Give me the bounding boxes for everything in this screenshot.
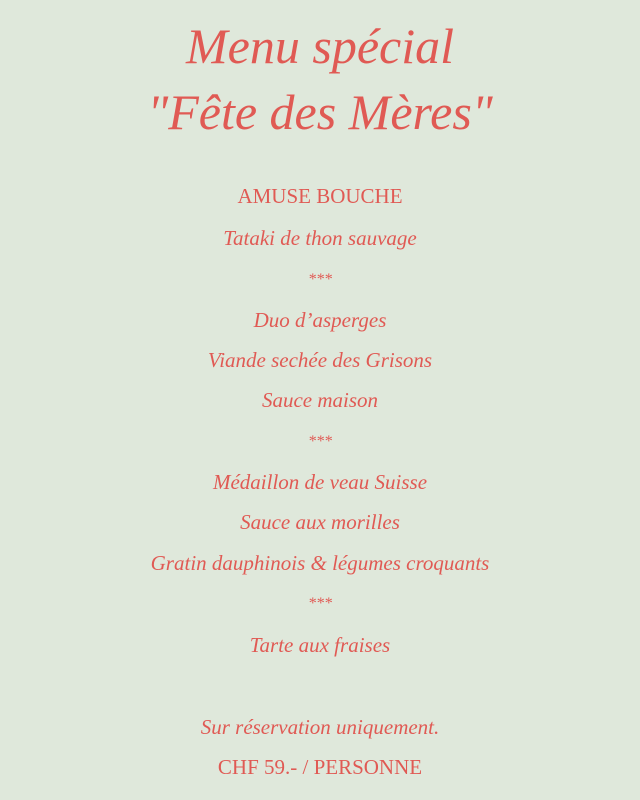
main-item-3: Gratin dauphinois & légumes croquants <box>150 551 490 575</box>
main-item-2: Sauce aux morilles <box>240 510 400 534</box>
price-per-person: CHF 59.- / PERSONNE <box>217 755 423 779</box>
amuse-bouche-heading: AMUSE BOUCHE <box>237 184 403 208</box>
menu-title-line1: Menu spécial <box>186 18 454 74</box>
main-item-1: Médaillon de veau Suisse <box>212 470 428 494</box>
course-separator: *** <box>308 271 332 288</box>
reservation-note: Sur réservation uniquement. <box>200 715 440 739</box>
entree-item-3: Sauce maison <box>261 388 379 412</box>
entree-item-1: Duo d’asperges <box>253 308 387 332</box>
course-separator: *** <box>308 595 332 612</box>
dessert-item: Tarte aux fraises <box>249 633 391 657</box>
course-separator: *** <box>308 433 332 450</box>
amuse-bouche-item: Tataki de thon sauvage <box>223 226 417 250</box>
entree-item-2: Viande sechée des Grisons <box>207 348 433 372</box>
menu-title-line2: "Fête des Mères" <box>147 84 493 140</box>
